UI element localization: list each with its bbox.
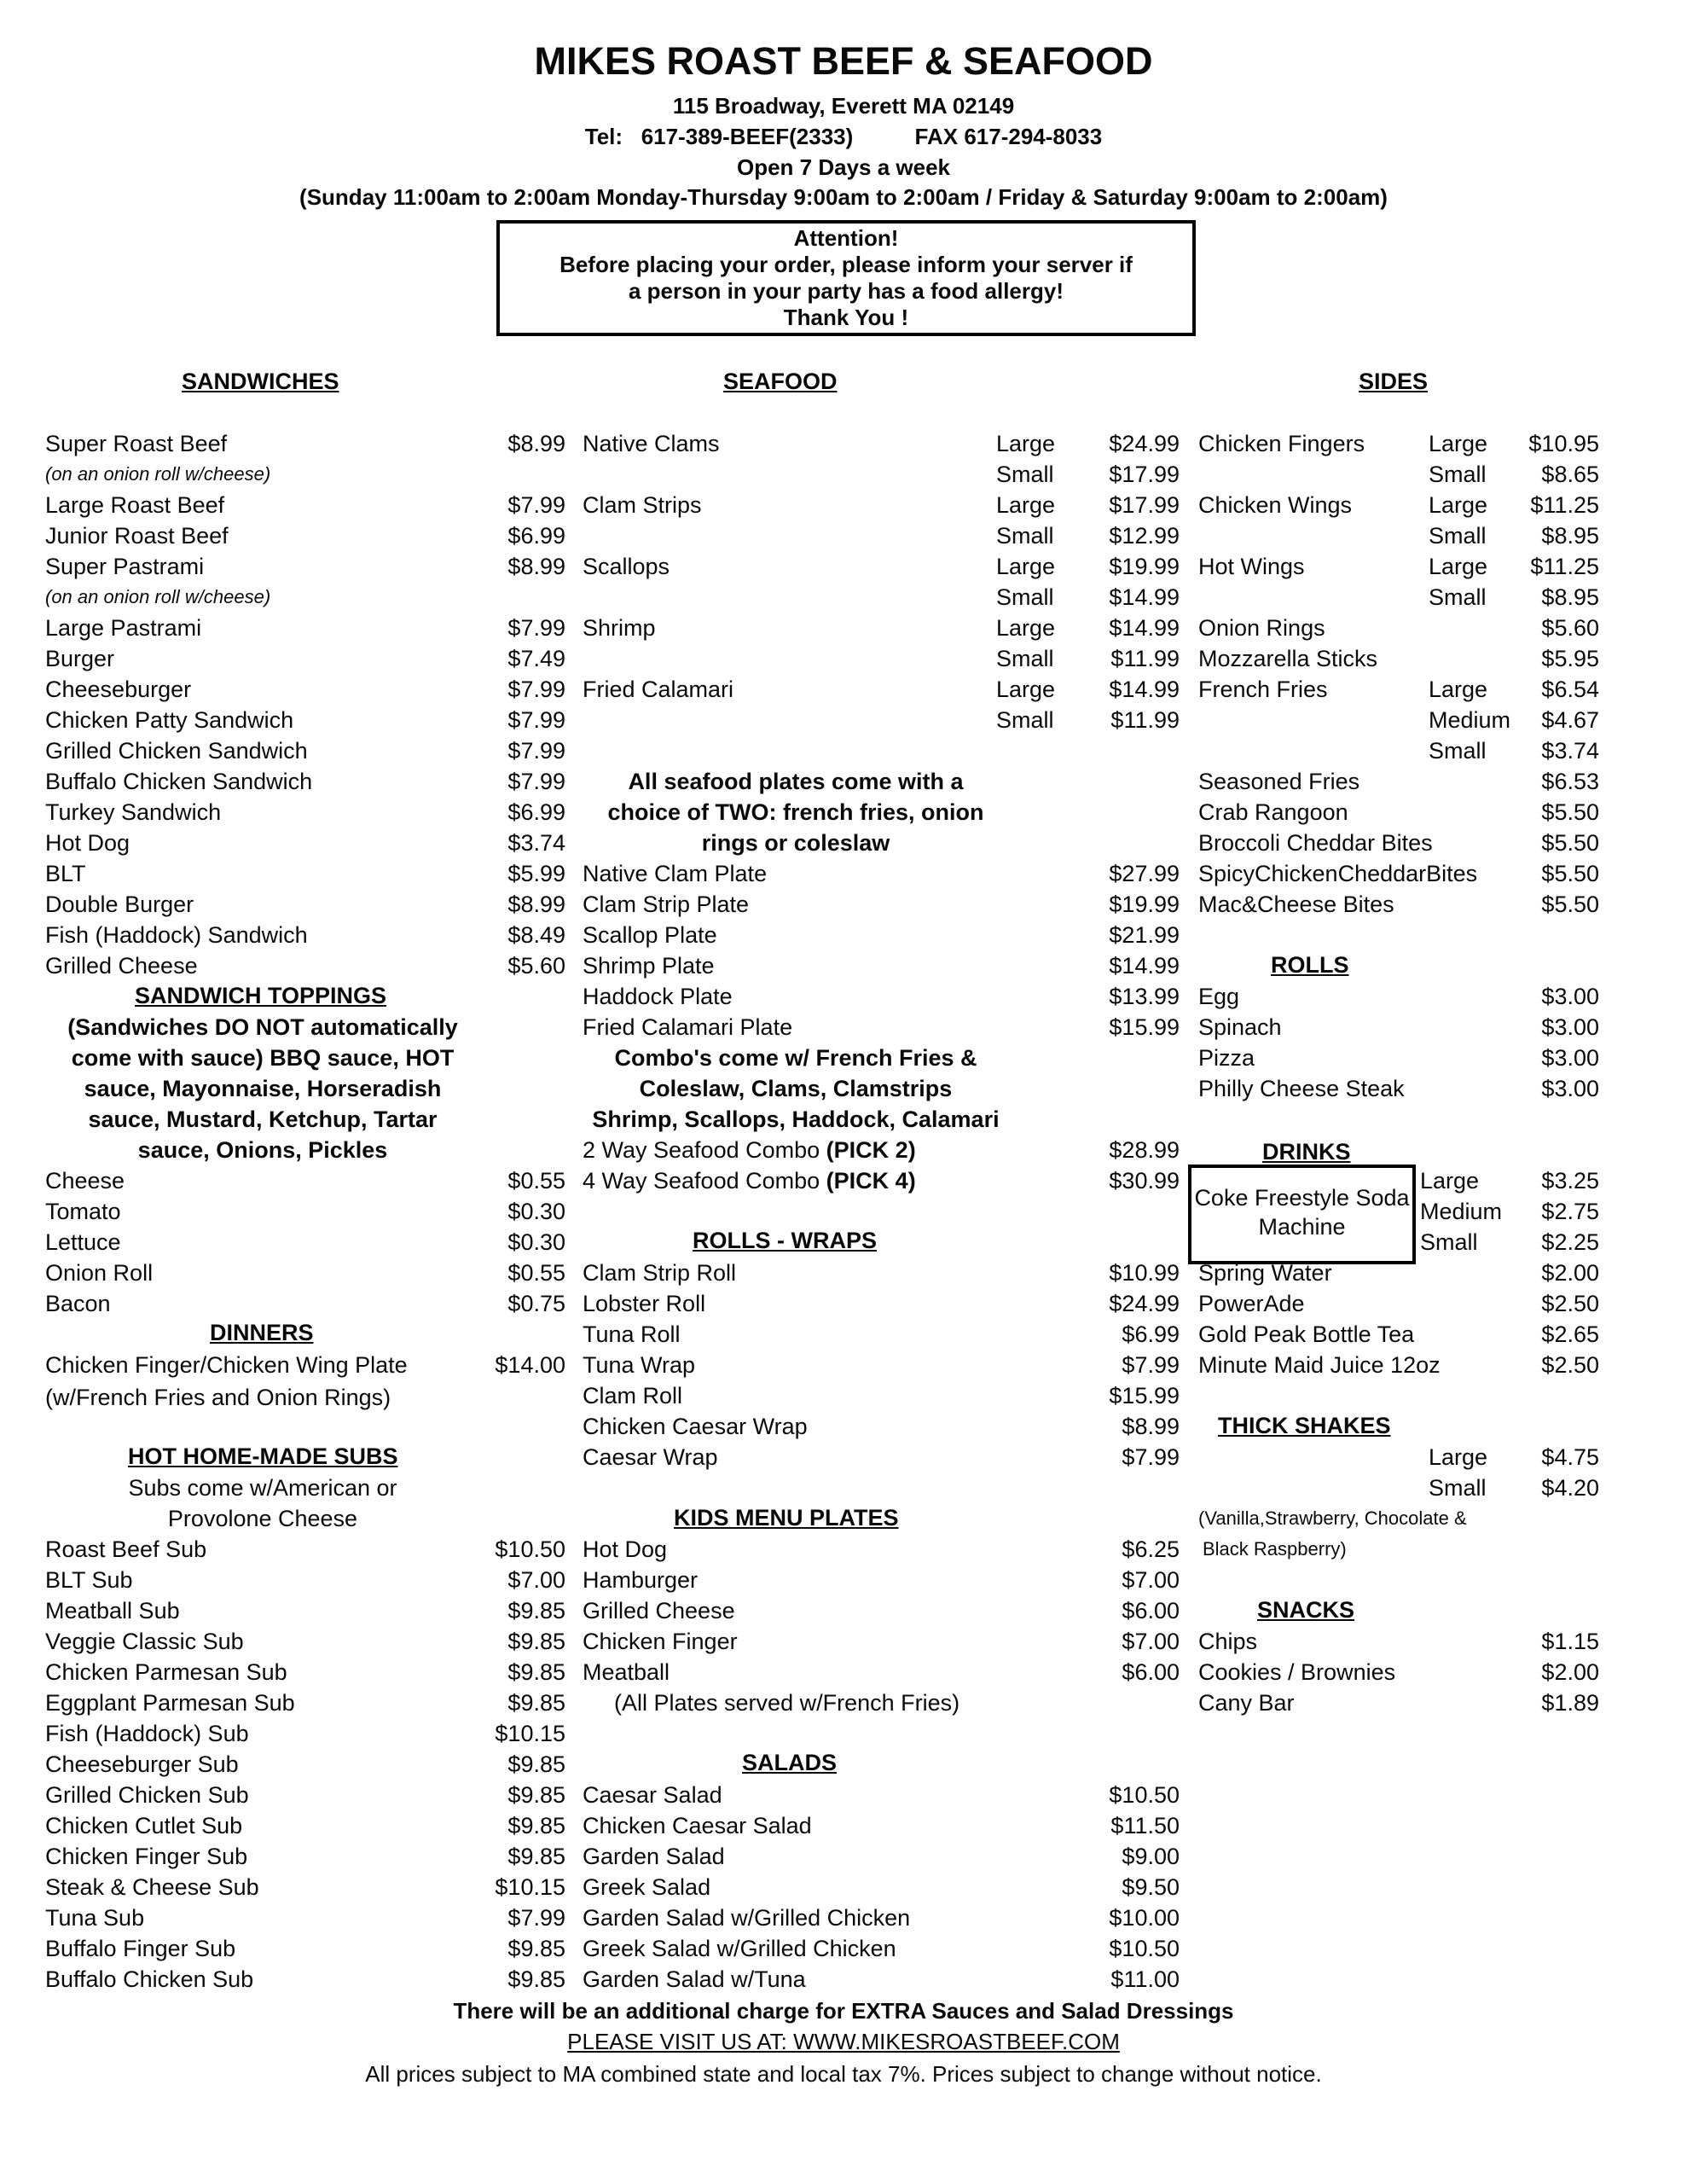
sides-heading: SIDES: [1359, 369, 1429, 394]
list-item: Junior Roast Beef $6.99: [45, 523, 565, 549]
list-item: Small $8.95: [1429, 523, 1599, 549]
list-item: Burger $7.49: [45, 646, 565, 671]
list-item: Tuna Sub $7.99: [45, 1905, 565, 1931]
list-item: Roast Beef Sub $10.50: [45, 1536, 565, 1562]
list-item: Shrimp Plate $14.99: [583, 953, 1180, 979]
list-item: Buffalo Chicken Sandwich $7.99: [45, 769, 565, 794]
list-item: Small $3.74: [1429, 738, 1599, 764]
list-item: BLT $5.99: [45, 861, 565, 886]
list-item-note: (w/French Fries and Onion Rings): [45, 1385, 391, 1410]
list-item: Onion Rings $5.60: [1198, 615, 1599, 641]
list-item: Native Clams Large $24.99: [583, 431, 1180, 456]
list-item: Small $11.99: [996, 646, 1180, 671]
list-item: Fried Calamari Large $14.99: [583, 677, 1180, 702]
list-item: Cheese $0.55: [45, 1168, 565, 1194]
list-item: 2 Way Seafood Combo (PICK 2) $28.99: [583, 1137, 1180, 1163]
list-item: Large Roast Beef $7.99: [45, 492, 565, 518]
list-item: Caesar Salad $10.50: [583, 1782, 1180, 1808]
list-item: Grilled Cheese $6.00: [583, 1598, 1180, 1623]
list-item: Clam Strip Roll $10.99: [583, 1260, 1180, 1286]
list-item: Tuna Roll $6.99: [583, 1321, 1180, 1347]
list-item: Cheeseburger $7.99: [45, 677, 565, 702]
list-item: Greek Salad w/Grilled Chicken $10.50: [583, 1936, 1180, 1961]
list-item: Super Pastrami $8.99: [45, 554, 565, 579]
list-item: Seasoned Fries $6.53: [1198, 769, 1599, 794]
list-item: Large $3.25: [1420, 1168, 1599, 1194]
list-item: French Fries Large $6.54: [1198, 677, 1599, 702]
toppings-note: (Sandwiches DO NOT automatically come with sauce) BBQ sauce, HOT sauce, Mayonnaise, Horseradish sauce, Mustard, Ketchup, Tartar sauce, Onions, Pickles: [67, 1014, 458, 1163]
list-item: Hot Dog $6.25: [583, 1536, 1180, 1562]
drinks-heading: DRINKS: [1262, 1139, 1351, 1165]
list-item: Greek Salad $9.50: [583, 1874, 1180, 1900]
list-item: Double Burger $8.99: [45, 892, 565, 917]
attention-line: Attention!: [793, 225, 899, 251]
hours: (Sunday 11:00am to 2:00am Monday-Thursday 9:00am to 2:00am / Friday & Saturday 9:00am to 2:00am): [299, 184, 1388, 210]
list-item: Tuna Wrap $7.99: [583, 1352, 1180, 1378]
list-item: Clam Strips Large $17.99: [583, 492, 1180, 518]
list-item: Turkey Sandwich $6.99: [45, 799, 565, 825]
seafood-plates-note: All seafood plates come with a choice of TWO: french fries, onion rings or coleslaw: [607, 769, 984, 856]
list-item: Hamburger $7.00: [583, 1567, 1180, 1593]
list-item: Chips $1.15: [1198, 1629, 1599, 1654]
dinners-heading: DINNERS: [210, 1320, 314, 1345]
list-item: Garden Salad w/Grilled Chicken $10.00: [583, 1905, 1180, 1931]
attention-line: a person in your party has a food allergy!: [628, 278, 1064, 304]
list-item: Broccoli Cheddar Bites $5.50: [1198, 830, 1599, 856]
list-item: Lettuce $0.30: [45, 1229, 565, 1255]
shakes-flavors-note: Black Raspberry): [1203, 1538, 1347, 1560]
address: 115 Broadway, Everett MA 02149: [672, 93, 1015, 119]
tax-note: All prices subject to MA combined state and local tax 7%. Prices subject to change without notice.: [365, 2061, 1322, 2087]
list-item: Minute Maid Juice 12oz $2.50: [1198, 1352, 1599, 1378]
open-days: Open 7 Days a week: [736, 154, 951, 180]
list-item-note: (on an onion roll w/cheese): [45, 586, 271, 607]
list-item: Grilled Chicken Sub $9.85: [45, 1782, 565, 1808]
combo-note: Combo's come w/ French Fries & Coleslaw, Clams, Clamstrips Shrimp, Scallops, Haddock, Calamari: [592, 1045, 1000, 1132]
list-item: Caesar Wrap $7.99: [583, 1444, 1180, 1470]
list-item: Chicken Caesar Wrap $8.99: [583, 1414, 1180, 1439]
list-item: Spinach $3.00: [1198, 1014, 1599, 1040]
list-item: Eggplant Parmesan Sub $9.85: [45, 1690, 565, 1716]
list-item: Tomato $0.30: [45, 1199, 565, 1224]
list-item: Small $14.99: [996, 584, 1180, 610]
list-item: Grilled Chicken Sandwich $7.99: [45, 738, 565, 764]
list-item: Fish (Haddock) Sub $10.15: [45, 1721, 565, 1746]
list-item: Chicken Finger Sub $9.85: [45, 1844, 565, 1869]
kids-note: (All Plates served w/French Fries): [614, 1690, 960, 1716]
list-item: Cookies / Brownies $2.00: [1198, 1659, 1599, 1685]
list-item: Cheeseburger Sub $9.85: [45, 1751, 565, 1777]
list-item: Clam Roll $15.99: [583, 1383, 1180, 1409]
toppings-heading: SANDWICH TOPPINGS: [135, 983, 387, 1008]
coke-freestyle-box: Coke Freestyle Soda Machine: [1188, 1165, 1416, 1264]
list-item-note: (on an onion roll w/cheese): [45, 463, 271, 485]
rolls-wraps-heading: ROLLS - WRAPS: [693, 1228, 877, 1253]
list-item: Small $12.99: [996, 523, 1180, 549]
list-item: Clam Strip Plate $19.99: [583, 892, 1180, 917]
list-item: Haddock Plate $13.99: [583, 984, 1180, 1009]
list-item: Chicken Wings Large $11.25: [1198, 492, 1599, 518]
list-item: Native Clam Plate $27.99: [583, 861, 1180, 886]
restaurant-title: MIKES ROAST BEEF & SEAFOOD: [534, 39, 1153, 83]
list-item: Small $11.99: [996, 707, 1180, 733]
list-item: Scallop Plate $21.99: [583, 922, 1180, 948]
list-item: Veggie Classic Sub $9.85: [45, 1629, 565, 1654]
list-item: Small $2.25: [1420, 1229, 1599, 1255]
subs-note: Subs come w/American or Provolone Cheese: [128, 1475, 397, 1531]
list-item: Fried Calamari Plate $15.99: [583, 1014, 1180, 1040]
list-item: Small $17.99: [996, 462, 1180, 487]
list-item: Large $4.75: [1429, 1444, 1599, 1470]
list-item: Hot Dog $3.74: [45, 830, 565, 856]
list-item: Bacon $0.75: [45, 1291, 565, 1316]
list-item: Mozzarella Sticks $5.95: [1198, 646, 1599, 671]
list-item: Garden Salad w/Tuna $11.00: [583, 1966, 1180, 1992]
list-item: Medium $4.67: [1429, 707, 1599, 733]
website-link[interactable]: PLEASE VISIT US AT: WWW.MIKESROASTBEEF.COM: [567, 2029, 1120, 2054]
list-item: Egg $3.00: [1198, 984, 1599, 1009]
list-item: PowerAde $2.50: [1198, 1291, 1599, 1316]
list-item: BLT Sub $7.00: [45, 1567, 565, 1593]
list-item: Onion Roll $0.55: [45, 1260, 565, 1286]
list-item: Meatball Sub $9.85: [45, 1598, 565, 1623]
list-item: Spring Water $2.00: [1198, 1260, 1599, 1286]
list-item: Chicken Caesar Salad $11.50: [583, 1813, 1180, 1838]
list-item: Philly Cheese Steak $3.00: [1198, 1076, 1599, 1101]
attention-line: Thank You !: [783, 305, 909, 330]
list-item: Chicken Parmesan Sub $9.85: [45, 1659, 565, 1685]
attention-line: Before placing your order, please inform your server if: [559, 252, 1133, 277]
extra-charge-note: There will be an additional charge for EXTRA Sauces and Salad Dressings: [453, 1998, 1234, 2024]
list-item: Hot Wings Large $11.25: [1198, 554, 1599, 579]
list-item: Chicken Fingers Large $10.95: [1198, 431, 1599, 456]
list-item: Buffalo Finger Sub $9.85: [45, 1936, 565, 1961]
thick-shakes-heading: THICK SHAKES: [1218, 1413, 1391, 1438]
list-item: Gold Peak Bottle Tea $2.65: [1198, 1321, 1599, 1347]
phone-fax: Tel: 617-389-BEEF(2333) FAX 617-294-8033: [584, 124, 1103, 149]
list-item: Small $4.20: [1429, 1475, 1599, 1501]
list-item: 4 Way Seafood Combo (PICK 4) $30.99: [583, 1168, 1180, 1194]
allergy-notice-box: [496, 220, 1196, 336]
list-item: Pizza $3.00: [1198, 1045, 1599, 1071]
sandwiches-heading: SANDWICHES: [182, 369, 339, 394]
list-item: Cany Bar $1.89: [1198, 1690, 1599, 1716]
list-item: Grilled Cheese $5.60: [45, 953, 565, 979]
list-item: SpicyChickenCheddarBites $5.50: [1198, 861, 1599, 886]
list-item: Buffalo Chicken Sub $9.85: [45, 1966, 565, 1992]
shakes-flavors-note: (Vanilla,Strawberry, Chocolate &: [1198, 1507, 1467, 1529]
salads-heading: SALADS: [742, 1750, 838, 1775]
list-item: Mac&Cheese Bites $5.50: [1198, 892, 1599, 917]
list-item: Chicken Patty Sandwich $7.99: [45, 707, 565, 733]
list-item: Meatball $6.00: [583, 1659, 1180, 1685]
rolls-heading: ROLLS: [1271, 952, 1349, 978]
list-item: Chicken Finger $7.00: [583, 1629, 1180, 1654]
list-item: Scallops Large $19.99: [583, 554, 1180, 579]
list-item: Garden Salad $9.00: [583, 1844, 1180, 1869]
list-item: Super Roast Beef $8.99: [45, 431, 565, 456]
snacks-heading: SNACKS: [1257, 1597, 1355, 1623]
list-item: Large Pastrami $7.99: [45, 615, 565, 641]
list-item: Chicken Cutlet Sub $9.85: [45, 1813, 565, 1838]
kids-menu-heading: KIDS MENU PLATES: [674, 1505, 899, 1531]
subs-heading: HOT HOME-MADE SUBS: [128, 1443, 398, 1469]
list-item: Crab Rangoon $5.50: [1198, 799, 1599, 825]
list-item: Chicken Finger/Chicken Wing Plate $14.00: [45, 1352, 565, 1378]
list-item: Small $8.65: [1429, 462, 1599, 487]
list-item: Small $8.95: [1429, 584, 1599, 610]
list-item: Steak & Cheese Sub $10.15: [45, 1874, 565, 1900]
list-item: Medium $2.75: [1420, 1199, 1599, 1224]
list-item: Fish (Haddock) Sandwich $8.49: [45, 922, 565, 948]
list-item: Shrimp Large $14.99: [583, 615, 1180, 641]
seafood-heading: SEAFOOD: [723, 369, 838, 394]
list-item: Lobster Roll $24.99: [583, 1291, 1180, 1316]
